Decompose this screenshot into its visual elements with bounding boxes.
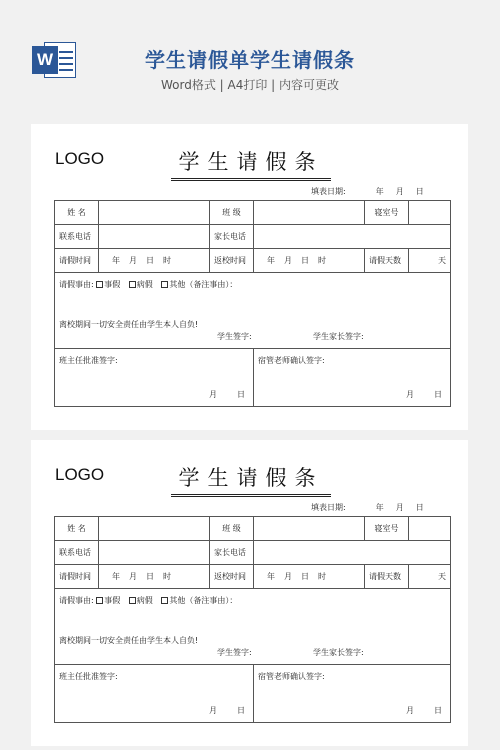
leave-time-label: 请假时间	[55, 249, 99, 273]
parent-phone-field[interactable]	[254, 225, 451, 249]
logo: LOGO	[55, 465, 105, 484]
return-time-label: 返校时间	[210, 249, 254, 273]
leave-form-sheet-copy	[31, 440, 468, 746]
dorm-field[interactable]	[409, 517, 451, 541]
student-signature-label: 学生签字:	[217, 648, 252, 657]
fill-date: 填表日期: 年 月 日	[311, 187, 424, 196]
class-field[interactable]	[254, 517, 365, 541]
leave-form-table	[54, 516, 451, 723]
reason-section: 请假事由: 事假 病假 其他（备注事由）： 离校期间一切安全责任由学生本人自负! 学生签字: 学生家长签字:	[55, 273, 451, 349]
dorm-teacher-confirm-cell[interactable]: 宿管老师确认签字: 月 日	[254, 665, 451, 723]
parent-phone-label: 家长电话	[210, 225, 254, 249]
form-title: 学生请假条	[171, 146, 331, 181]
parent-phone-label: 家长电话	[210, 541, 254, 565]
document-subtitle: Word格式 | A4打印 | 内容可更改	[160, 78, 340, 92]
leave-time-label: 请假时间	[55, 565, 99, 589]
safety-note: 离校期间一切安全责任由学生本人自负!	[59, 320, 199, 329]
word-icon-letter: W	[32, 46, 58, 74]
leave-time-field[interactable]: 年 月 日 时	[99, 565, 210, 589]
phone-field[interactable]	[99, 225, 210, 249]
class-label: 班 级	[210, 201, 254, 225]
parent-phone-field[interactable]	[254, 541, 451, 565]
name-label: 姓 名	[55, 517, 99, 541]
phone-label: 联系电话	[55, 541, 99, 565]
page-header	[0, 0, 500, 108]
leave-form-table	[54, 200, 451, 407]
parent-signature-label: 学生家长签字:	[313, 648, 364, 657]
personal-leave-checkbox[interactable]: 事假	[96, 280, 120, 289]
return-time-label: 返校时间	[210, 565, 254, 589]
reason-section: 请假事由: 事假 病假 其他（备注事由）： 离校期间一切安全责任由学生本人自负! 学生签字: 学生家长签字:	[55, 589, 451, 665]
form-title: 学生请假条	[171, 462, 331, 497]
personal-leave-checkbox[interactable]: 事假	[96, 596, 120, 605]
leave-days-label: 请假天数	[365, 565, 409, 589]
dorm-teacher-confirm-cell[interactable]: 宿管老师确认签字: 月 日	[254, 349, 451, 407]
class-field[interactable]	[254, 201, 365, 225]
leave-days-field[interactable]: 天	[409, 565, 451, 589]
dorm-label: 寝室号	[365, 201, 409, 225]
other-reason-checkbox[interactable]: 其他（备注事由）：	[161, 280, 237, 289]
logo: LOGO	[55, 149, 105, 168]
leave-time-field[interactable]: 年 月 日 时	[99, 249, 210, 273]
student-signature-label: 学生签字:	[217, 332, 252, 341]
dorm-label: 寝室号	[365, 517, 409, 541]
class-label: 班 级	[210, 517, 254, 541]
sick-leave-checkbox[interactable]: 病假	[129, 596, 153, 605]
document-title: 学生请假单学生请假条	[145, 48, 355, 72]
fill-date: 填表日期: 年 月 日	[311, 503, 424, 512]
leave-days-label: 请假天数	[365, 249, 409, 273]
safety-note: 离校期间一切安全责任由学生本人自负!	[59, 636, 199, 645]
teacher-approval-cell[interactable]: 班主任批准签字: 月 日	[55, 349, 254, 407]
phone-label: 联系电话	[55, 225, 99, 249]
return-time-field[interactable]: 年 月 日 时	[254, 249, 365, 273]
name-label: 姓 名	[55, 201, 99, 225]
other-reason-checkbox[interactable]: 其他（备注事由）：	[161, 596, 237, 605]
dorm-field[interactable]	[409, 201, 451, 225]
leave-days-field[interactable]: 天	[409, 249, 451, 273]
parent-signature-label: 学生家长签字:	[313, 332, 364, 341]
teacher-approval-cell[interactable]: 班主任批准签字: 月 日	[55, 665, 254, 723]
name-field[interactable]	[99, 517, 210, 541]
phone-field[interactable]	[99, 541, 210, 565]
sick-leave-checkbox[interactable]: 病假	[129, 280, 153, 289]
return-time-field[interactable]: 年 月 日 时	[254, 565, 365, 589]
leave-form-sheet	[31, 124, 468, 430]
name-field[interactable]	[99, 201, 210, 225]
